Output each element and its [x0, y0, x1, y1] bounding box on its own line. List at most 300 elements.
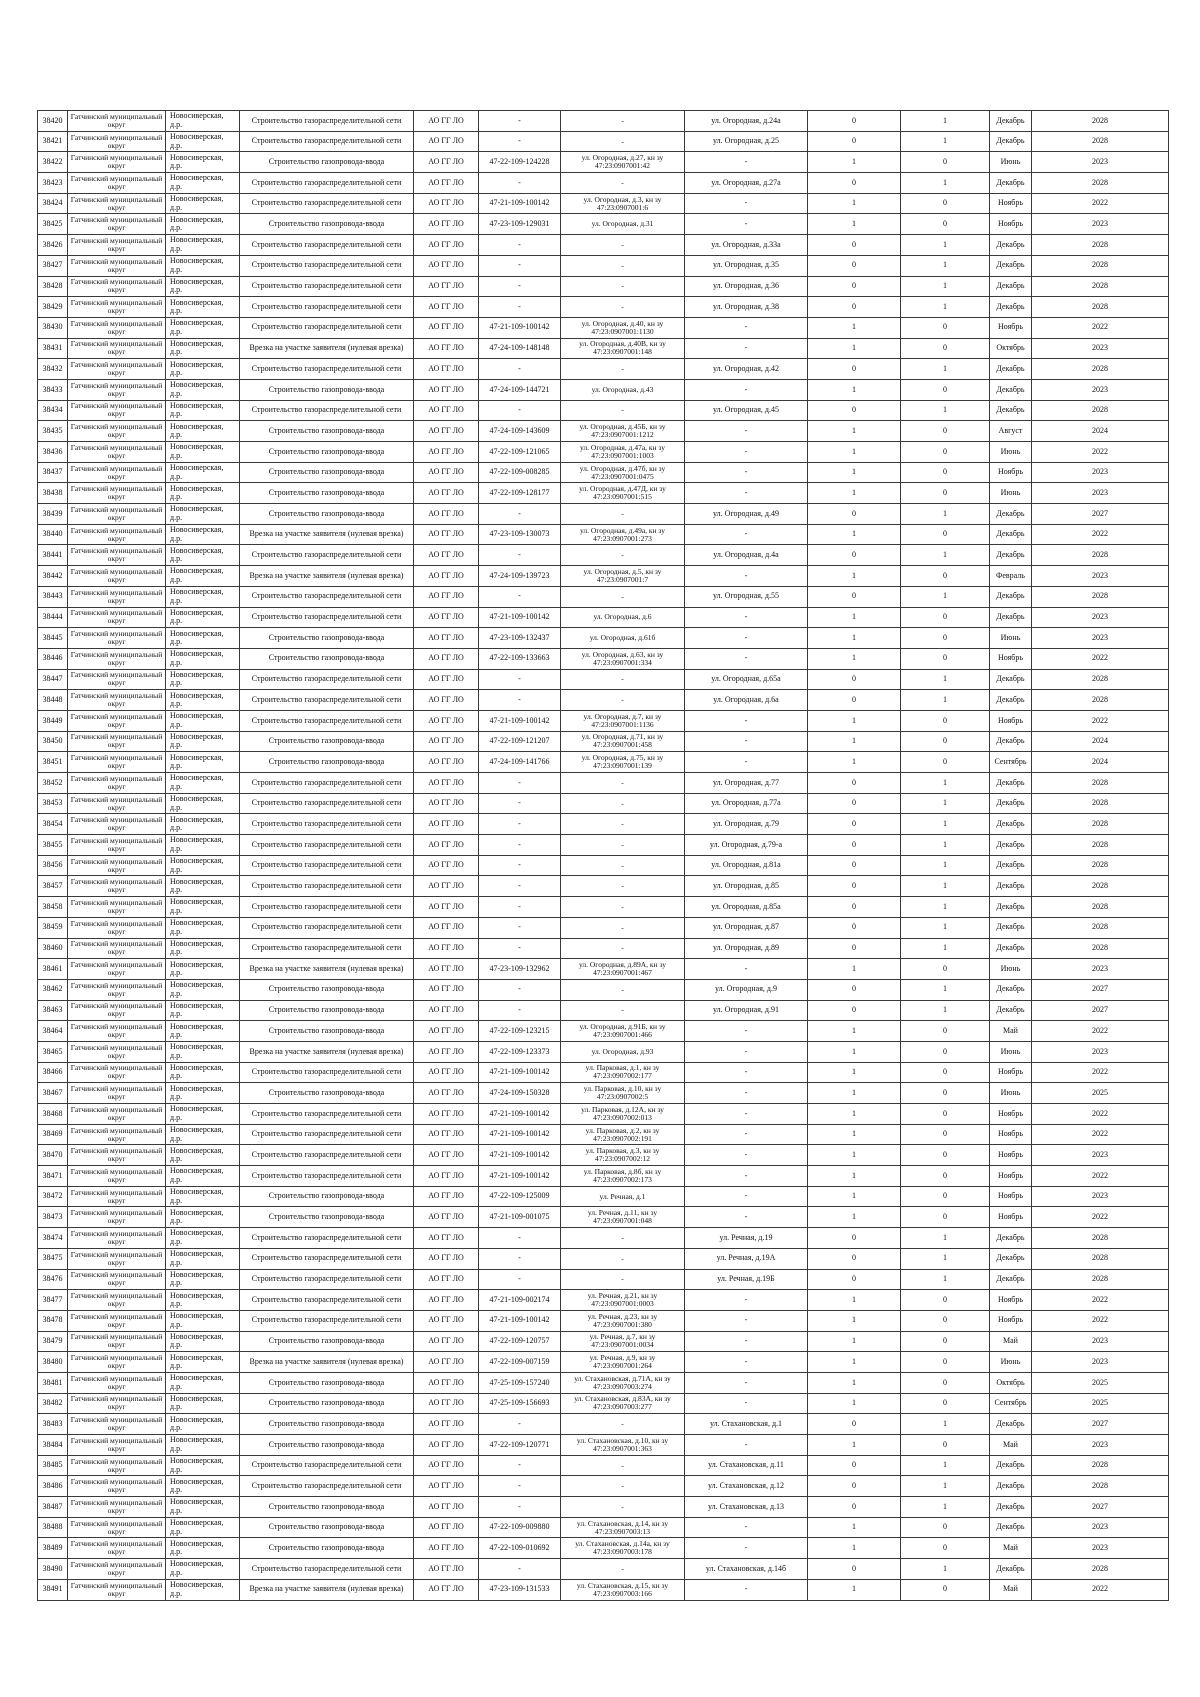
address-cell: ул. Стахановская, д.13 [685, 1497, 808, 1518]
settlement-cell: Новосиверская, д.р. [166, 1579, 240, 1600]
district-cell: Гатчинский муниципальный округ [68, 731, 166, 752]
count-a-cell: 1 [808, 524, 901, 545]
row-number: 38458 [38, 897, 68, 918]
table-row [38, 152, 1169, 173]
address-cell: - [685, 524, 808, 545]
address-cell: ул. Огородная, д.42 [685, 359, 808, 380]
organization-cell: АО ГГ ЛО [414, 628, 479, 649]
organization-cell: АО ГГ ЛО [414, 524, 479, 545]
address-cell: ул. Стахановская, д.1 [685, 1414, 808, 1435]
count-b-cell: 0 [901, 338, 990, 359]
address-with-plot-cell: - [561, 669, 685, 690]
work-type-cell: Строительство газопровода-ввода [240, 214, 414, 235]
year-cell: 2023 [1032, 1352, 1169, 1373]
row-number: 38439 [38, 504, 68, 525]
table-row [38, 690, 1169, 711]
month-cell: Ноябрь [990, 214, 1032, 235]
address-cell: - [685, 1145, 808, 1166]
address-cell: - [685, 483, 808, 504]
month-cell: Май [990, 1435, 1032, 1456]
year-cell: 2023 [1032, 959, 1169, 980]
application-number-cell: 47-24-109-139723 [479, 566, 561, 587]
district-cell: Гатчинский муниципальный округ [68, 1000, 166, 1021]
address-cell: ул. Огородная, д.65а [685, 669, 808, 690]
address-cell: - [685, 607, 808, 628]
application-number-cell: 47-21-109-100142 [479, 1145, 561, 1166]
count-a-cell: 0 [808, 814, 901, 835]
application-number-cell: 47-24-109-143609 [479, 421, 561, 442]
row-number: 38480 [38, 1352, 68, 1373]
application-number-cell: 47-21-109-100142 [479, 607, 561, 628]
address-with-plot-cell: ул. Парковая, д.10, кн зу 47:23:0907002:5 [561, 1083, 685, 1104]
table-row [38, 710, 1169, 731]
address-cell: ул. Огородная, д.89 [685, 938, 808, 959]
table-row [38, 1021, 1169, 1042]
district-cell: Гатчинский муниципальный округ [68, 235, 166, 256]
count-b-cell: 1 [901, 669, 990, 690]
count-a-cell: 0 [808, 400, 901, 421]
table-row [38, 586, 1169, 607]
district-cell: Гатчинский муниципальный округ [68, 338, 166, 359]
year-cell: 2025 [1032, 1393, 1169, 1414]
work-type-cell: Строительство газопровода-ввода [240, 752, 414, 773]
address-with-plot-cell: - [561, 276, 685, 297]
work-type-cell: Строительство газораспределительной сети [240, 1062, 414, 1083]
year-cell: 2023 [1032, 1186, 1169, 1207]
application-number-cell: 47-24-109-148148 [479, 338, 561, 359]
year-cell: 2027 [1032, 979, 1169, 1000]
count-b-cell: 1 [901, 876, 990, 897]
settlement-cell: Новосиверская, д.р. [166, 1372, 240, 1393]
work-type-cell: Строительство газораспределительной сети [240, 255, 414, 276]
year-cell: 2028 [1032, 1269, 1169, 1290]
address-with-plot-cell: ул. Речная, д.1 [561, 1186, 685, 1207]
count-b-cell: 0 [901, 524, 990, 545]
address-cell: - [685, 421, 808, 442]
row-number: 38476 [38, 1269, 68, 1290]
application-number-cell: 47-21-109-100142 [479, 1166, 561, 1187]
count-b-cell: 1 [901, 835, 990, 856]
year-cell: 2023 [1032, 1538, 1169, 1559]
address-with-plot-cell: - [561, 773, 685, 794]
work-type-cell: Строительство газопровода-ввода [240, 1372, 414, 1393]
row-number: 38420 [38, 111, 68, 132]
address-cell: - [685, 1538, 808, 1559]
table-row [38, 648, 1169, 669]
count-b-cell: 0 [901, 1517, 990, 1538]
settlement-cell: Новосиверская, д.р. [166, 1166, 240, 1187]
application-number-cell: - [479, 173, 561, 194]
address-with-plot-cell: ул. Стахановская, д.83А, кн зу 47:23:0907003:277 [561, 1393, 685, 1414]
application-number-cell: 47-25-109-157240 [479, 1372, 561, 1393]
address-with-plot-cell: - [561, 917, 685, 938]
table-row [38, 959, 1169, 980]
application-number-cell: 47-22-109-123215 [479, 1021, 561, 1042]
address-with-plot-cell: - [561, 938, 685, 959]
address-with-plot-cell: ул. Огородная, д.45Б, кн зу 47:23:0907001:1212 [561, 421, 685, 442]
settlement-cell: Новосиверская, д.р. [166, 648, 240, 669]
month-cell: Декабрь [990, 1497, 1032, 1518]
month-cell: Июнь [990, 1083, 1032, 1104]
district-cell: Гатчинский муниципальный округ [68, 1372, 166, 1393]
address-cell: - [685, 1331, 808, 1352]
organization-cell: АО ГГ ЛО [414, 938, 479, 959]
settlement-cell: Новосиверская, д.р. [166, 1393, 240, 1414]
address-cell: ул. Огородная, д.77а [685, 793, 808, 814]
year-cell: 2023 [1032, 607, 1169, 628]
address-cell: - [685, 1435, 808, 1456]
row-number: 38468 [38, 1104, 68, 1125]
row-number: 38450 [38, 731, 68, 752]
month-cell: Октябрь [990, 338, 1032, 359]
count-b-cell: 0 [901, 1083, 990, 1104]
table-row [38, 317, 1169, 338]
month-cell: Июнь [990, 152, 1032, 173]
address-with-plot-cell: ул. Речная, д.7, кн зу 47:23:0907001:0034 [561, 1331, 685, 1352]
month-cell: Декабрь [990, 669, 1032, 690]
count-a-cell: 0 [808, 131, 901, 152]
organization-cell: АО ГГ ЛО [414, 297, 479, 318]
month-cell: Декабрь [990, 773, 1032, 794]
table-body [38, 111, 1169, 1601]
table-row [38, 897, 1169, 918]
work-type-cell: Строительство газопровода-ввода [240, 483, 414, 504]
work-type-cell: Строительство газопровода-ввода [240, 628, 414, 649]
application-number-cell: - [479, 255, 561, 276]
year-cell: 2028 [1032, 173, 1169, 194]
work-type-cell: Врезка на участке заявителя (нулевая врезка) [240, 338, 414, 359]
table-row [38, 773, 1169, 794]
address-cell: ул. Огородная, д.45 [685, 400, 808, 421]
organization-cell: АО ГГ ЛО [414, 855, 479, 876]
count-a-cell: 1 [808, 1104, 901, 1125]
row-number: 38428 [38, 276, 68, 297]
count-a-cell: 1 [808, 1517, 901, 1538]
application-number-cell: - [479, 359, 561, 380]
settlement-cell: Новосиверская, д.р. [166, 1021, 240, 1042]
gasification-table [37, 110, 1169, 1601]
year-cell: 2023 [1032, 462, 1169, 483]
month-cell: Декабрь [990, 524, 1032, 545]
month-cell: Декабрь [990, 379, 1032, 400]
settlement-cell: Новосиверская, д.р. [166, 1248, 240, 1269]
application-number-cell: 47-22-109-128177 [479, 483, 561, 504]
row-number: 38435 [38, 421, 68, 442]
address-with-plot-cell: ул. Огородная, д.47а, кн зу 47:23:0907001:1003 [561, 442, 685, 463]
settlement-cell: Новосиверская, д.р. [166, 1000, 240, 1021]
address-cell: ул. Речная, д.19Б [685, 1269, 808, 1290]
application-number-cell: 47-23-109-132962 [479, 959, 561, 980]
address-with-plot-cell: ул. Огородная, д.27, кн зу 47:23:0907001:42 [561, 152, 685, 173]
address-cell: - [685, 1062, 808, 1083]
organization-cell: АО ГГ ЛО [414, 793, 479, 814]
work-type-cell: Строительство газораспределительной сети [240, 690, 414, 711]
year-cell: 2028 [1032, 1228, 1169, 1249]
month-cell: Сентябрь [990, 752, 1032, 773]
settlement-cell: Новосиверская, д.р. [166, 897, 240, 918]
year-cell: 2022 [1032, 1207, 1169, 1228]
settlement-cell: Новосиверская, д.р. [166, 979, 240, 1000]
count-b-cell: 1 [901, 1000, 990, 1021]
month-cell: Декабрь [990, 897, 1032, 918]
work-type-cell: Строительство газораспределительной сети [240, 835, 414, 856]
row-number: 38473 [38, 1207, 68, 1228]
month-cell: Декабрь [990, 979, 1032, 1000]
count-b-cell: 1 [901, 917, 990, 938]
table-row [38, 1435, 1169, 1456]
count-b-cell: 0 [901, 1579, 990, 1600]
settlement-cell: Новосиверская, д.р. [166, 835, 240, 856]
work-type-cell: Строительство газопровода-ввода [240, 504, 414, 525]
work-type-cell: Строительство газораспределительной сети [240, 1124, 414, 1145]
count-a-cell: 0 [808, 793, 901, 814]
district-cell: Гатчинский муниципальный округ [68, 379, 166, 400]
address-with-plot-cell: - [561, 235, 685, 256]
organization-cell: АО ГГ ЛО [414, 1290, 479, 1311]
settlement-cell: Новосиверская, д.р. [166, 255, 240, 276]
count-a-cell: 1 [808, 193, 901, 214]
address-with-plot-cell: - [561, 876, 685, 897]
row-number: 38436 [38, 442, 68, 463]
address-cell: ул. Огородная, д.33а [685, 235, 808, 256]
count-b-cell: 0 [901, 152, 990, 173]
settlement-cell: Новосиверская, д.р. [166, 1083, 240, 1104]
count-b-cell: 0 [901, 628, 990, 649]
work-type-cell: Строительство газораспределительной сети [240, 938, 414, 959]
row-number: 38444 [38, 607, 68, 628]
year-cell: 2027 [1032, 504, 1169, 525]
settlement-cell: Новосиверская, д.р. [166, 111, 240, 132]
work-type-cell: Строительство газопровода-ввода [240, 442, 414, 463]
count-b-cell: 1 [901, 131, 990, 152]
table-row [38, 1166, 1169, 1187]
work-type-cell: Строительство газопровода-ввода [240, 1186, 414, 1207]
count-b-cell: 0 [901, 648, 990, 669]
year-cell: 2022 [1032, 1124, 1169, 1145]
settlement-cell: Новосиверская, д.р. [166, 731, 240, 752]
application-number-cell: 47-21-109-100142 [479, 710, 561, 731]
application-number-cell: - [479, 1414, 561, 1435]
month-cell: Август [990, 421, 1032, 442]
organization-cell: АО ГГ ЛО [414, 1352, 479, 1373]
count-b-cell: 1 [901, 938, 990, 959]
organization-cell: АО ГГ ЛО [414, 897, 479, 918]
count-a-cell: 1 [808, 1331, 901, 1352]
year-cell: 2028 [1032, 814, 1169, 835]
application-number-cell: 47-21-109-100142 [479, 317, 561, 338]
month-cell: Июнь [990, 442, 1032, 463]
address-with-plot-cell: - [561, 504, 685, 525]
work-type-cell: Врезка на участке заявителя (нулевая врезка) [240, 524, 414, 545]
district-cell: Гатчинский муниципальный округ [68, 545, 166, 566]
district-cell: Гатчинский муниципальный округ [68, 566, 166, 587]
count-a-cell: 0 [808, 979, 901, 1000]
table-row [38, 752, 1169, 773]
organization-cell: АО ГГ ЛО [414, 710, 479, 731]
year-cell: 2023 [1032, 338, 1169, 359]
district-cell: Гатчинский муниципальный округ [68, 276, 166, 297]
application-number-cell: 47-22-109-120771 [479, 1435, 561, 1456]
table-row [38, 628, 1169, 649]
address-cell: ул. Огородная, д.79-а [685, 835, 808, 856]
count-a-cell: 1 [808, 566, 901, 587]
address-with-plot-cell: ул. Стахановская, д.15, кн зу 47:23:0907003:166 [561, 1579, 685, 1600]
row-number: 38471 [38, 1166, 68, 1187]
district-cell: Гатчинский муниципальный округ [68, 1331, 166, 1352]
address-with-plot-cell: ул. Огородная, д.40В, кн зу 47:23:0907001:148 [561, 338, 685, 359]
table-row [38, 1517, 1169, 1538]
year-cell: 2028 [1032, 793, 1169, 814]
district-cell: Гатчинский муниципальный округ [68, 1559, 166, 1580]
year-cell: 2028 [1032, 586, 1169, 607]
address-with-plot-cell: - [561, 297, 685, 318]
organization-cell: АО ГГ ЛО [414, 669, 479, 690]
count-b-cell: 0 [901, 959, 990, 980]
organization-cell: АО ГГ ЛО [414, 959, 479, 980]
year-cell: 2028 [1032, 835, 1169, 856]
address-cell: - [685, 317, 808, 338]
address-with-plot-cell: ул. Огородная, д.6 [561, 607, 685, 628]
application-number-cell: - [479, 669, 561, 690]
settlement-cell: Новосиверская, д.р. [166, 462, 240, 483]
organization-cell: АО ГГ ЛО [414, 586, 479, 607]
count-a-cell: 1 [808, 462, 901, 483]
count-b-cell: 1 [901, 255, 990, 276]
year-cell: 2022 [1032, 442, 1169, 463]
work-type-cell: Строительство газопровода-ввода [240, 1435, 414, 1456]
work-type-cell: Строительство газораспределительной сети [240, 235, 414, 256]
table-row [38, 359, 1169, 380]
table-row [38, 1207, 1169, 1228]
address-with-plot-cell: ул. Огородная, д.40, кн зу 47:23:0907001:1130 [561, 317, 685, 338]
district-cell: Гатчинский муниципальный округ [68, 1476, 166, 1497]
table-row [38, 1393, 1169, 1414]
work-type-cell: Строительство газопровода-ввода [240, 648, 414, 669]
address-cell: ул. Огородная, д.77 [685, 773, 808, 794]
address-with-plot-cell: ул. Речная, д.23, кн зу 47:23:0907001:380 [561, 1310, 685, 1331]
work-type-cell: Строительство газораспределительной сети [240, 400, 414, 421]
year-cell: 2023 [1032, 1331, 1169, 1352]
month-cell: Декабрь [990, 690, 1032, 711]
address-cell: - [685, 379, 808, 400]
work-type-cell: Врезка на участке заявителя (нулевая врезка) [240, 1579, 414, 1600]
settlement-cell: Новосиверская, д.р. [166, 1559, 240, 1580]
row-number: 38462 [38, 979, 68, 1000]
address-cell: ул. Огородная, д.91 [685, 1000, 808, 1021]
application-number-cell: - [479, 111, 561, 132]
month-cell: Ноябрь [990, 1124, 1032, 1145]
month-cell: Февраль [990, 566, 1032, 587]
work-type-cell: Строительство газопровода-ввода [240, 1393, 414, 1414]
year-cell: 2028 [1032, 938, 1169, 959]
work-type-cell: Врезка на участке заявителя (нулевая врезка) [240, 1352, 414, 1373]
table-row [38, 1124, 1169, 1145]
row-number: 38441 [38, 545, 68, 566]
application-number-cell: - [479, 1559, 561, 1580]
row-number: 38489 [38, 1538, 68, 1559]
work-type-cell: Строительство газопровода-ввода [240, 1021, 414, 1042]
year-cell: 2023 [1032, 483, 1169, 504]
district-cell: Гатчинский муниципальный округ [68, 421, 166, 442]
address-with-plot-cell: - [561, 1000, 685, 1021]
settlement-cell: Новосиверская, д.р. [166, 359, 240, 380]
count-a-cell: 0 [808, 504, 901, 525]
count-a-cell: 1 [808, 1083, 901, 1104]
address-with-plot-cell: ул. Огородная, д.49а, кн зу 47:23:0907001:273 [561, 524, 685, 545]
month-cell: Декабрь [990, 1248, 1032, 1269]
organization-cell: АО ГГ ЛО [414, 752, 479, 773]
address-cell: ул. Огородная, д.79 [685, 814, 808, 835]
count-b-cell: 1 [901, 504, 990, 525]
count-b-cell: 1 [901, 545, 990, 566]
organization-cell: АО ГГ ЛО [414, 1310, 479, 1331]
year-cell: 2028 [1032, 1248, 1169, 1269]
address-cell: - [685, 1021, 808, 1042]
row-number: 38421 [38, 131, 68, 152]
address-with-plot-cell: - [561, 835, 685, 856]
address-with-plot-cell: ул. Огородная, д.91Б, кн зу 47:23:0907001:466 [561, 1021, 685, 1042]
organization-cell: АО ГГ ЛО [414, 152, 479, 173]
work-type-cell: Строительство газораспределительной сети [240, 1248, 414, 1269]
year-cell: 2028 [1032, 1455, 1169, 1476]
work-type-cell: Строительство газораспределительной сети [240, 1228, 414, 1249]
application-number-cell: 47-23-109-132437 [479, 628, 561, 649]
settlement-cell: Новосиверская, д.р. [166, 586, 240, 607]
settlement-cell: Новосиверская, д.р. [166, 793, 240, 814]
settlement-cell: Новосиверская, д.р. [166, 1269, 240, 1290]
count-a-cell: 1 [808, 1062, 901, 1083]
settlement-cell: Новосиверская, д.р. [166, 566, 240, 587]
count-a-cell: 0 [808, 897, 901, 918]
district-cell: Гатчинский муниципальный округ [68, 297, 166, 318]
year-cell: 2023 [1032, 566, 1169, 587]
application-number-cell: 47-24-109-141766 [479, 752, 561, 773]
table-row [38, 442, 1169, 463]
work-type-cell: Строительство газораспределительной сети [240, 1269, 414, 1290]
row-number: 38459 [38, 917, 68, 938]
application-number-cell: 47-21-109-100142 [479, 1124, 561, 1145]
address-with-plot-cell: ул. Парковая, д.8б, кн зу 47:23:0907002:173 [561, 1166, 685, 1187]
month-cell: Декабрь [990, 1559, 1032, 1580]
row-number: 38481 [38, 1372, 68, 1393]
count-a-cell: 1 [808, 483, 901, 504]
month-cell: Ноябрь [990, 710, 1032, 731]
count-a-cell: 1 [808, 1041, 901, 1062]
work-type-cell: Строительство газораспределительной сети [240, 1559, 414, 1580]
row-number: 38429 [38, 297, 68, 318]
count-a-cell: 1 [808, 1166, 901, 1187]
count-a-cell: 1 [808, 1290, 901, 1311]
district-cell: Гатчинский муниципальный округ [68, 1517, 166, 1538]
organization-cell: АО ГГ ЛО [414, 111, 479, 132]
application-number-cell: 47-22-109-123373 [479, 1041, 561, 1062]
count-b-cell: 1 [901, 235, 990, 256]
settlement-cell: Новосиверская, д.р. [166, 607, 240, 628]
table-row [38, 255, 1169, 276]
year-cell: 2022 [1032, 1104, 1169, 1125]
work-type-cell: Строительство газораспределительной сети [240, 1476, 414, 1497]
application-number-cell: 47-25-109-156693 [479, 1393, 561, 1414]
work-type-cell: Врезка на участке заявителя (нулевая врезка) [240, 1041, 414, 1062]
district-cell: Гатчинский муниципальный округ [68, 1310, 166, 1331]
settlement-cell: Новосиверская, д.р. [166, 1104, 240, 1125]
table-row [38, 1352, 1169, 1373]
row-number: 38467 [38, 1083, 68, 1104]
address-with-plot-cell: ул. Стахановская, д.10, кн зу 47:23:0907001:363 [561, 1435, 685, 1456]
organization-cell: АО ГГ ЛО [414, 1393, 479, 1414]
organization-cell: АО ГГ ЛО [414, 814, 479, 835]
settlement-cell: Новосиверская, д.р. [166, 1352, 240, 1373]
